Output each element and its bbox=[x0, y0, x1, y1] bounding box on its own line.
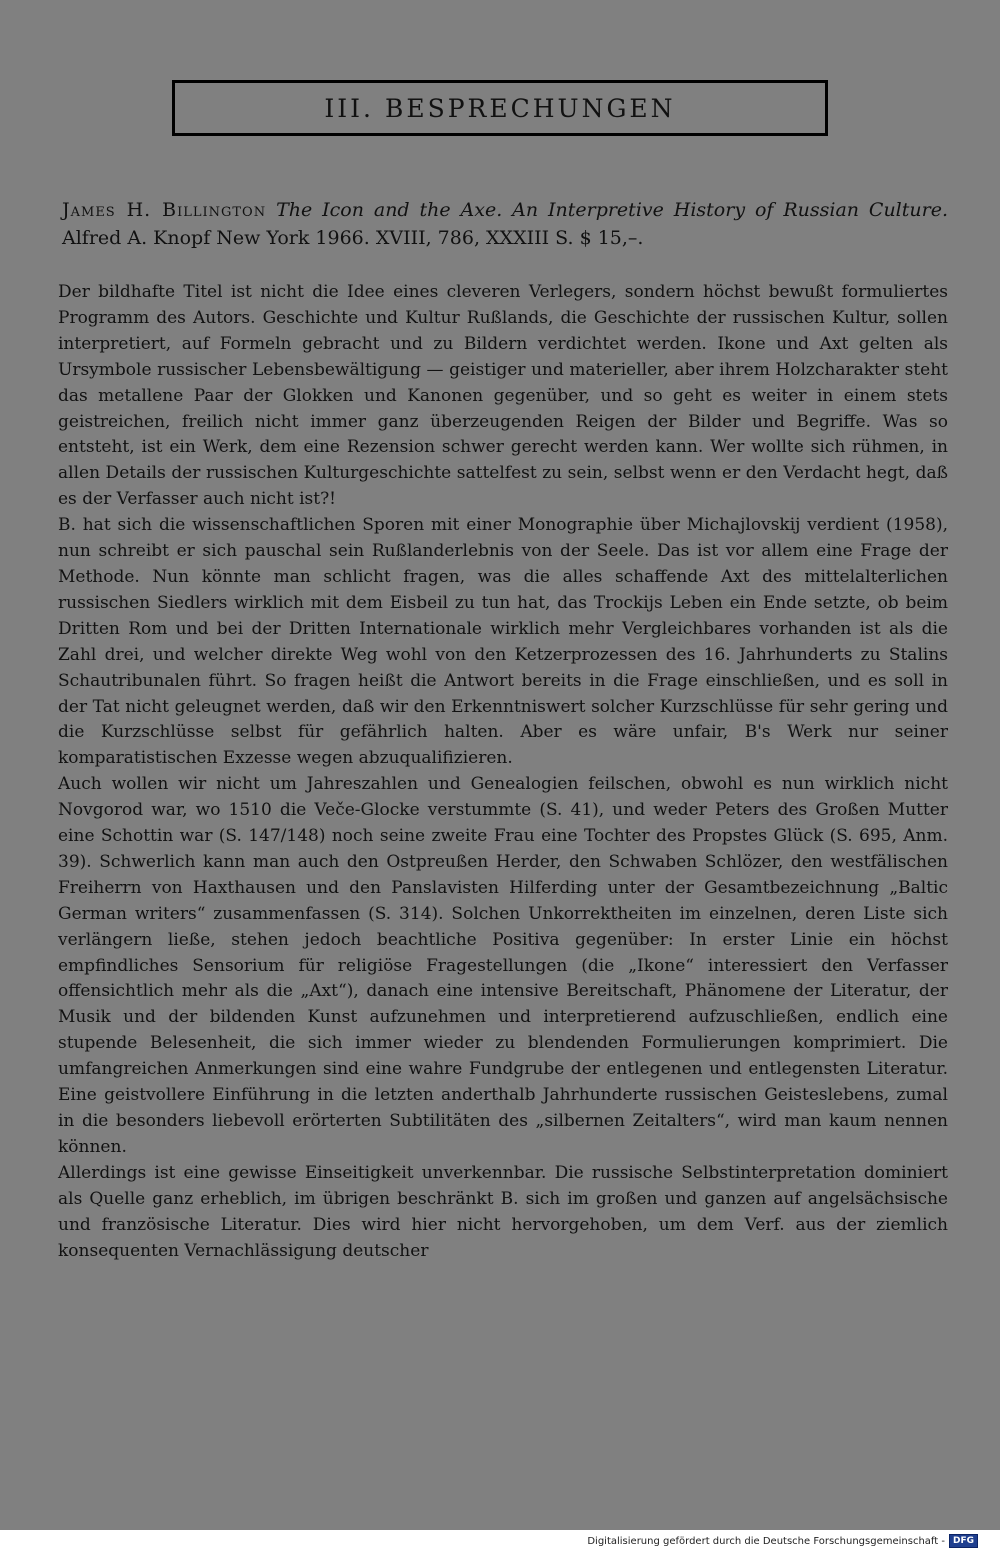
section-title: III. BESPRECHUNGEN bbox=[324, 93, 676, 123]
publication-details: Alfred A. Knopf New York 1966. XVIII, 786, XXXIII S. $ 15,–. bbox=[62, 227, 644, 249]
review-paragraph: B. hat sich die wissenschaftlichen Sporen mit einer Monographie über Michajlovskij verdient (1958), nun schreibt er sich pauschal sein Rußlanderlebnis von der Seele. Das ist vor allem eine Frage der Methode. Nun könnte man schlicht fragen, was die alles schaffende Axt des mittelalterlichen russischen Siedlers wirklich mit dem Eisbeil zu tun hat, das Trockijs Leben ein Ende setzte, ob beim Dritten Rom und bei der Dritten Internationale wirklich mehr Vergleichbares vorhanden ist als die Zahl drei, und welcher direkte Weg wohl von den Ketzerprozessen des 16. Jahrhunderts zu Stalins Schautribunalen führt. So fragen heißt die Antwort bereits in die Frage einschließen, und es soll in der Tat nicht geleugnet werden, daß wir den Erkenntniswert solcher Kurzschlüsse für sehr gering und die Kurzschlüsse selbst für gefährlich halten. Aber es wäre unfair, B's Werk nur seiner komparatistischen Exzesse wegen abzuqualifizieren. bbox=[58, 515, 948, 769]
review-body bbox=[58, 280, 948, 1264]
review-author: James H. Billington bbox=[62, 199, 267, 221]
review-paragraph: Allerdings ist eine gewisse Einseitigkeit unverkennbar. Die russische Selbstinterpretation dominiert als Quelle ganz erheblich, im übrigen beschränkt B. sich im großen und ganzen auf angelsächsische und französische Literatur. Dies wird hier nicht hervorgehoben, um dem Verf. aus der ziemlich konsequenten Vernachlässigung deutscher bbox=[58, 1162, 948, 1261]
review-paragraph: Der bildhafte Titel ist nicht die Idee eines cleveren Verlegers, sondern höchst bewußt formuliertes Programm des Autors. Geschichte und Kultur Rußlands, die Geschichte der russischen Kultur, sollen interpretiert, auf Formeln gebracht und zu Bildern verdichtet werden. Ikone und Axt gelten als Ursymbole russischer Lebensbewältigung — geistiger und materieller, aber ihrem Holzcharakter steht das metallene Paar der Glokken und Kanonen gegenüber, und so geht es weiter in einem stets geistreichen, freilich nicht immer ganz überzeugenden Reigen der Bilder und Begriffe. Was so entsteht, ist ein Werk, dem eine Rezension schwer gerecht werden kann. Wer wollte sich rühmen, in allen Details der russischen Kulturgeschichte sattelfest zu sein, selbst wenn er den Verdacht hegt, daß es der Verfasser auch nicht ist?! bbox=[58, 282, 948, 510]
book-title: The Icon and the Axe. An Interpretive History of Russian Culture. bbox=[276, 199, 948, 221]
section-heading-box bbox=[172, 80, 828, 136]
footer-credit-text: Digitalisierung gefördert durch die Deutsche Forschungsgemeinschaft - bbox=[587, 1535, 945, 1547]
book-citation bbox=[62, 196, 948, 252]
digitization-footer bbox=[587, 1534, 978, 1548]
review-paragraph: Auch wollen wir nicht um Jahreszahlen und Genealogien feilschen, obwohl es nun wirklich nicht Novgorod war, wo 1510 die Veče-Glocke verstummte (S. 41), und weder Peters des Großen Mutter eine Schottin war (S. 147/148) noch seine zweite Frau eine Tochter des Propstes Glück (S. 695, Anm. 39). Schwerlich kann man auch den Ostpreußen Herder, den Schwaben Schlözer, den westfälischen Freiherrn von Haxthausen und den Panslavisten Hilferding unter der Gesamtbezeichnung „Baltic German writers“ zusammenfassen (S. 314). Solchen Unkorrektheiten im einzelnen, deren Liste sich verlängern ließe, stehen jedoch beachtliche Positiva gegenüber: In erster Linie ein höchst empfindliches Sensorium für religiöse Fragestellungen (die „Ikone“ interessiert den Verfasser offensichtlich mehr als die „Axt“), danach eine intensive Bereitschaft, Phänomene der Literatur, der Musik und der bildenden Kunst aufzunehmen und interpretierend aufzuschließen, endlich eine stupende Belesenheit, die sich immer wieder zu blendenden Formulierungen komprimiert. Die umfangreichen Anmerkungen sind eine wahre Fundgrube der entlegenen und entlegensten Literatur. Eine geistvollere Einführung in die letzten anderthalb Jahrhunderte russischen Geisteslebens, zumal in die besonders liebevoll erörterten Subtilitäten des „silbernen Zeitalters“, wird man kaum nennen können. bbox=[58, 774, 948, 1157]
dfg-logo[interactable]: DFG bbox=[949, 1534, 978, 1548]
